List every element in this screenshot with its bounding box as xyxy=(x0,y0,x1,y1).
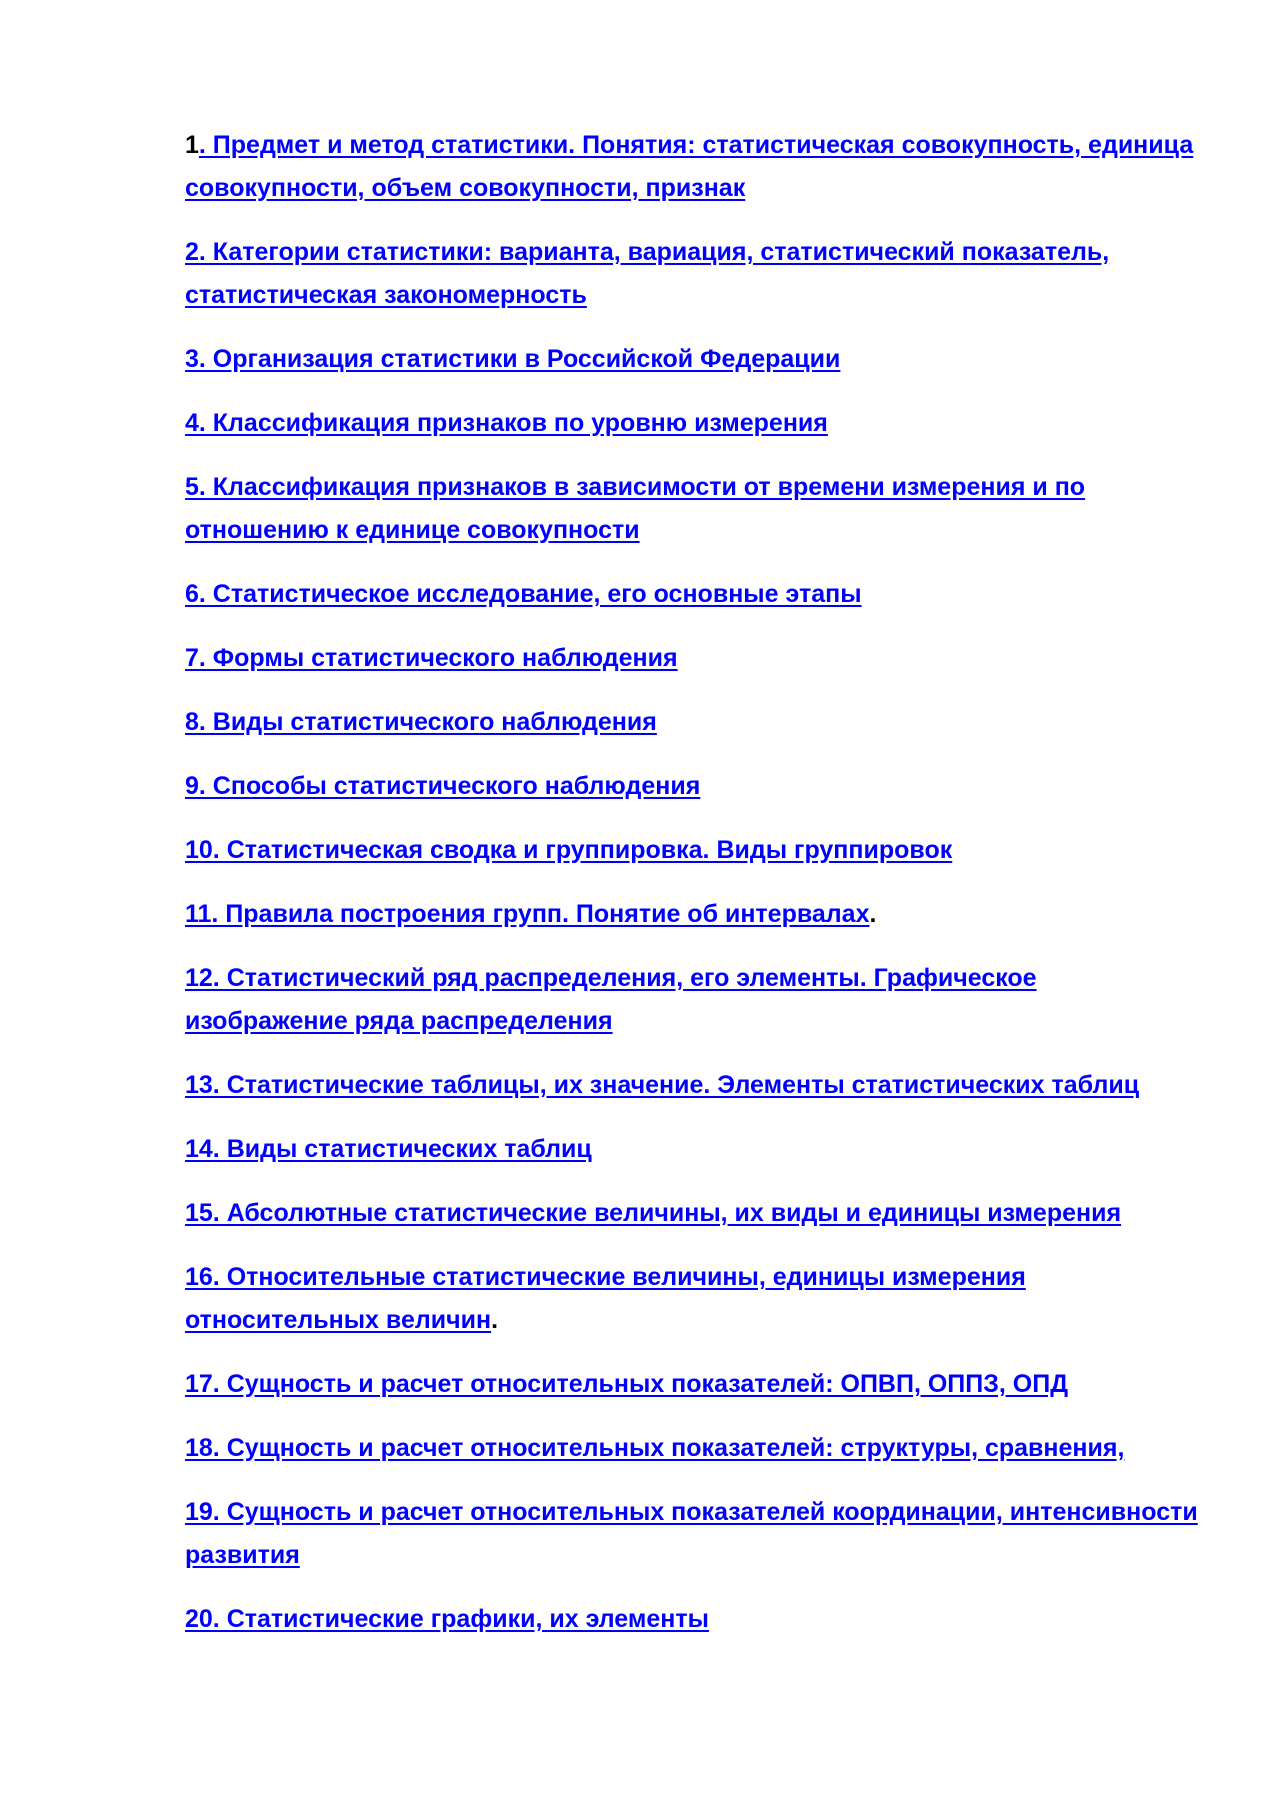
topic-link-14[interactable]: 14. Виды статистических таблиц xyxy=(185,1135,592,1163)
topic-link-9[interactable]: 9. Способы статистического наблюдения xyxy=(185,772,701,800)
topic-link-16[interactable]: 16. Относительные статистические величины, единицы измерения относительных величин xyxy=(185,1263,1026,1334)
entry-20 xyxy=(185,1598,1205,1641)
entry-5 xyxy=(185,466,1205,552)
entry-18 xyxy=(185,1427,1205,1470)
entry-12 xyxy=(185,957,1205,1043)
entry-7 xyxy=(185,637,1205,680)
topic-link-13[interactable]: 13. Статистические таблицы, их значение. Элементы статистических таблиц xyxy=(185,1071,1140,1099)
entry-16 xyxy=(185,1256,1205,1342)
entry-14 xyxy=(185,1128,1205,1171)
topic-link-7[interactable]: 7. Формы статистического наблюдения xyxy=(185,644,678,672)
document-page xyxy=(185,124,1205,1662)
topic-link-12[interactable]: 12. Статистический ряд распределения, его элементы. Графическое изображение ряда распределения xyxy=(185,964,1037,1035)
topic-link-6[interactable]: 6. Статистическое исследование, его основные этапы xyxy=(185,580,862,608)
entry-4 xyxy=(185,402,1205,445)
entry-6 xyxy=(185,573,1205,616)
topic-link-5[interactable]: 5. Классификация признаков в зависимости от времени измерения и по отношению к единице совокупности xyxy=(185,473,1086,544)
entry-11 xyxy=(185,893,1205,936)
entry-10 xyxy=(185,829,1205,872)
topic-link-3[interactable]: 3. Организация статистики в Российской Федерации xyxy=(185,345,841,373)
entry-17 xyxy=(185,1363,1205,1406)
entry-19 xyxy=(185,1491,1205,1577)
topic-link-1[interactable]: . Предмет и метод статистики. Понятия: статистическая совокупность, единица совокупности, объем совокупности, признак xyxy=(185,131,1194,202)
entry-suffix: . xyxy=(491,1306,499,1334)
entry-2 xyxy=(185,231,1205,317)
topic-link-4[interactable]: 4. Классификация признаков по уровню измерения xyxy=(185,409,828,437)
entry-9 xyxy=(185,765,1205,808)
topic-link-20[interactable]: 20. Статистические графики, их элементы xyxy=(185,1605,709,1633)
entry-suffix: . xyxy=(869,900,877,928)
entry-prefix: 1 xyxy=(185,131,199,159)
entry-8 xyxy=(185,701,1205,744)
topic-link-2[interactable]: 2. Категории статистики: варианта, вариация, статистический показатель, статистическая закономерность xyxy=(185,238,1110,309)
topic-link-19[interactable]: 19. Сущность и расчет относительных показателей координации, интенсивности развития xyxy=(185,1498,1198,1569)
topic-link-17[interactable]: 17. Сущность и расчет относительных показателей: ОПВП, ОППЗ, ОПД xyxy=(185,1370,1069,1398)
topic-link-10[interactable]: 10. Статистическая сводка и группировка. Виды группировок xyxy=(185,836,953,864)
topic-link-15[interactable]: 15. Абсолютные статистические величины, их виды и единицы измерения xyxy=(185,1199,1122,1227)
entry-1 xyxy=(185,124,1205,210)
entry-3 xyxy=(185,338,1205,381)
entry-13 xyxy=(185,1064,1205,1107)
topic-link-18[interactable]: 18. Сущность и расчет относительных показателей: структуры, сравнения, xyxy=(185,1434,1125,1462)
entry-15 xyxy=(185,1192,1205,1235)
topic-link-8[interactable]: 8. Виды статистического наблюдения xyxy=(185,708,657,736)
topic-link-11[interactable]: 11. Правила построения групп. Понятие об интервалах xyxy=(185,900,870,928)
